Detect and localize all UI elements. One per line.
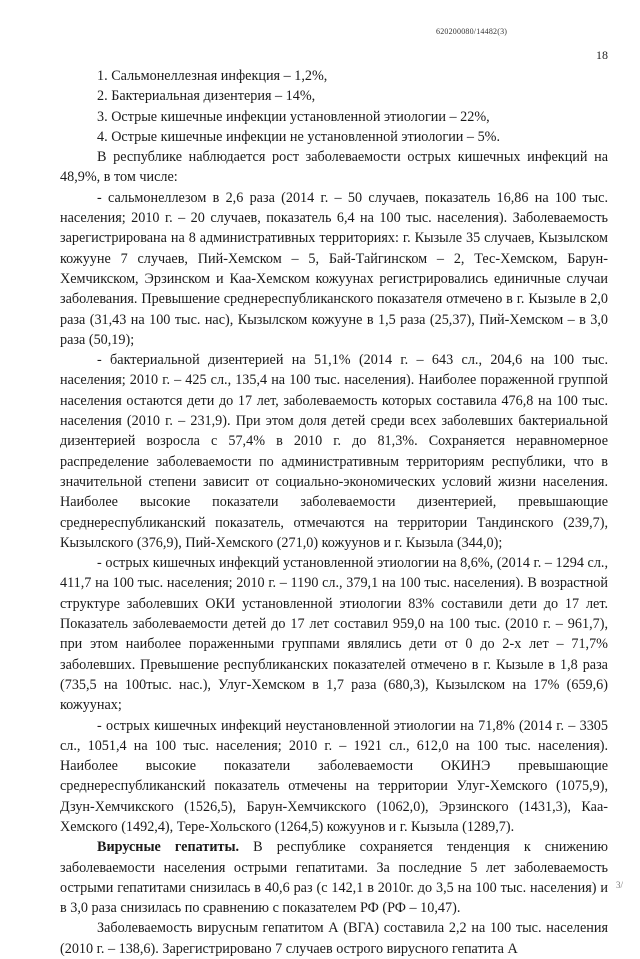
list-item-2: 2. Бактериальная дизентерия – 14%, bbox=[97, 88, 316, 105]
list-item-1: 1. Сальмонеллезная инфекция – 1,2%, bbox=[97, 68, 328, 84]
paragraph-oki-unestablished: - острых кишечных инфекций неустановленной этиологии на 71,8% (2014 г. – 3305 сл., 1051,4 на 100 тыс. населения; 2010 г. – 1921 сл., 612,0 на 100 тыс. населения). Наиболее высокие показатели заболеваемости ОКИНЭ превышающие среднереспубликанский показатель отмечены на территории Улуг-Хемского (1075,9), Дзун-Хемчикского (1526,5), Барун-Хемчикского (1062,0), Эрзинского (1431,3), Каа-Хемского (1492,4), Тере-Хольского (1264,5) кожуунов и г. Кызыла (1289,7). bbox=[60, 717, 608, 835]
paragraph-hepatitis bbox=[60, 837, 608, 918]
document-id: 620200080/14482(3) bbox=[436, 27, 508, 36]
paragraph-salmonella: - сальмонеллезом в 2,6 раза (2014 г. – 50 случаев, показатель 16,86 на 100 тыс. населения; 2010 г. – 20 случаев, показатель 6,4 на 100 тыс. населения). Заболеваемость зарегистрирована на 8 административных территориях: г. Кызыле 35 случаев, Кызылском кожууне 7 случаев, Пий-Хемском – 5, Бай-Тайгинском – 2, Тес-Хемском, Барун-Хемчикском, Эрзинском и Каа-Хемском кожуунах регистрировались единичные случаи заболевания. Превышение среднереспубликанского показателя отмечено в г. Кызыле в 2,0 раза (31,43 на 100 тыс. нас), Кызылском кожууне в 1,5 раза (25,37), Пий-Хемском – в 3,0 раза (50,19); bbox=[60, 189, 608, 348]
page-number: 18 bbox=[596, 48, 608, 62]
paragraph-dysentery: - бактериальной дизентерией на 51,1% (2014 г. – 643 сл., 204,6 на 100 тыс. населения; 2010 г. – 425 сл., 135,4 на 100 тыс. населения). Наиболее пораженной группой населения остаются дети до 17 лет, заболеваемость которых составила 476,8 на 100 тыс. населения (2010 г. – 231,9). При этом доля детей среди всех заболевших бактериальной дизентерией возросла с 57,4% в 2010 г. до 81,3%. Сохраняется неравномерное распределение заболеваемости по административным территориям республики, что в значительной степени зависит от социально-экономических условий жизни населения. Наиболее высокие показатели заболеваемости дизентерией, превышающие среднереспубликанский показатель, отмечаются на территории Тандинского (239,7), Кызылского (376,9), Пий-Хемского (271,0) кожуунов и г. Кызыла (344,0); bbox=[60, 352, 608, 551]
list-item-4: 4. Острые кишечные инфекции не установленной этиологии – 5%. bbox=[97, 128, 501, 145]
section-heading-hepatitis: Вирусные гепатиты. bbox=[97, 839, 240, 856]
list-item-3: 3. Острые кишечные инфекции установленной этиологии – 22%, bbox=[97, 108, 490, 125]
paragraph-hepatitis-a: Заболеваемость вирусным гепатитом А (ВГА) составила 2,2 на 100 тыс. населения (2010 г. – 138,6). Зарегистрировано 7 случаев острого вирусного гепатита А bbox=[60, 920, 608, 957]
handwritten-page-mark: 3/ bbox=[616, 880, 624, 890]
paragraph-intro: В республике наблюдается рост заболеваемости острых кишечных инфекций на 48,9%, в том числе: bbox=[60, 149, 608, 186]
paragraph-oki-established: - острых кишечных инфекций установленной этиологии на 8,6%, (2014 г. – 1294 сл., 411,7 на 100 тыс. населения; 2010 г. – 1190 сл., 379,1 на 100 тыс. населения). В возрастной структуре заболевших ОКИ установленной этиологии 83% составили дети до 17 лет. Показатель заболеваемости детей до 17 лет составил 959,0 на 100 тыс. (2010 г. – 961,7), при этом наиболее пораженными группами являлись дети от 0 до 2-х лет – 71,7% заболевших. Превышение республиканских показателей отмечено в г. Кызыле в 1,8 раза (735,5 на 100тыс. нас.), Улуг-Хемском в 1,7 раза (680,3), Кызылском на 17% (659,6) кожуунах; bbox=[60, 555, 608, 714]
paragraph-hepatitis-text: В республике сохраняется тенденция к снижению заболеваемости населения острыми гепатитами. За последние 5 лет заболеваемость острыми гепатитами снизилась в 40,6 раз (с 142,1 в 2010г. до 3,5 на 100 тыс. населения) и в 3,0 раза снизилась по сравнению с показателем РФ (РФ – 10,47). bbox=[60, 839, 608, 917]
document-body bbox=[60, 66, 608, 959]
